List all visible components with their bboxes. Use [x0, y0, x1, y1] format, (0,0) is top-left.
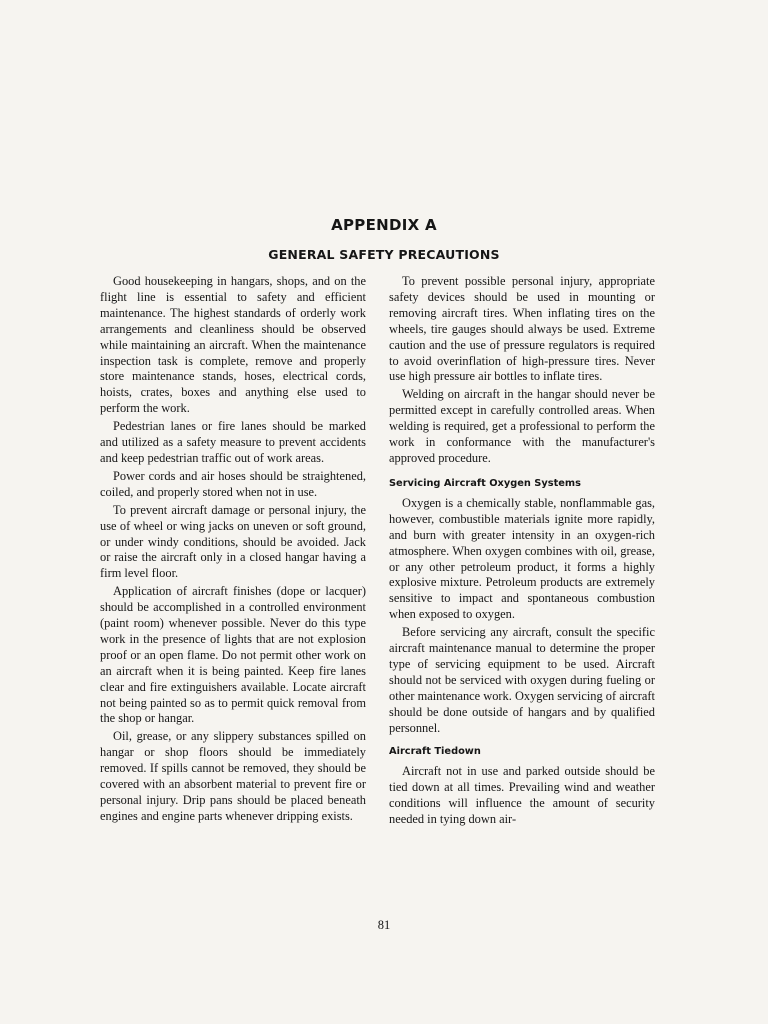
- paragraph-aircraft-damage: To prevent aircraft damage or personal injury, the use of wheel or wing jacks on uneven or soft ground, or under windy conditions, should be avoided. Jack or raise the aircraft only in a closed hangar having a firm level floor.: [100, 502, 366, 581]
- paragraph-tires: To prevent possible personal injury, appropriate safety devices should be used in mounting or removing aircraft tires. When inflating tires on the wheels, tire gauges should always be used. Extreme caution and the use of pressure regulators is required to avoid overinflation of high-pressure tires. Never use high pressure air bottles to inflate tires.: [389, 274, 655, 384]
- paragraph-pedestrian-lanes: Pedestrian lanes or fire lanes should be marked and utilized as a safety measure to prevent accidents and keep pedestrian traffic out of work areas.: [100, 419, 366, 465]
- paragraph-power-cords: Power cords and air hoses should be straightened, coiled, and properly stored when not in use.: [100, 468, 366, 499]
- heading-aircraft-tiedown: Aircraft Tiedown: [389, 746, 481, 758]
- paragraph-oxygen-properties: Oxygen is a chemically stable, nonflammable gas, however, combustible materials ignite more rapidly, and burn with greater intensity in an oxygen-rich atmosphere. When oxygen combines with oil, grease, or any other petroleum product, it forms a highly explosive mixture. Petroleum products are extremely sensitive to impact and spontaneous combustion when exposed to oxygen.: [389, 495, 655, 622]
- section-title: GENERAL SAFETY PRECAUTIONS: [268, 247, 500, 262]
- paragraph-spills: Oil, grease, or any slippery substances spilled on hangar or shop floors should be immediately removed. If spills cannot be removed, they should be covered with an absorbent material to prevent fire or personal injury. Drip pans should be placed beneath engines and engine parts whenever dripping exists.: [100, 729, 366, 823]
- paragraph-tiedown: Aircraft not in use and parked outside should be tied down at all times. Prevailing wind and weather conditions will influence the amount of security needed in tying down air-: [389, 764, 655, 827]
- heading-oxygen-systems: Servicing Aircraft Oxygen Systems: [389, 477, 581, 489]
- paragraph-welding: Welding on aircraft in the hangar should never be permitted except in carefully controlled areas. When welding is required, get a professional to perform the work in conformance with the manufacturer's approved procedure.: [389, 387, 655, 465]
- page-number: 81: [377, 918, 391, 932]
- appendix-title: APPENDIX A: [331, 216, 437, 234]
- paragraph-oxygen-servicing: Before servicing any aircraft, consult the specific aircraft maintenance manual to determine the proper type of servicing equipment to be used. Aircraft should not be serviced with oxygen during fueling or other maintenance work. Oxygen servicing of aircraft should be done outside of hangars and by qualified personnel.: [389, 625, 655, 735]
- paragraph-aircraft-finishes: Application of aircraft finishes (dope or lacquer) should be accomplished in a controlled environment (paint room) whenever possible. Never do this type work in the presence of lights that are not explosion proof or an open flame. Do not permit other work on an aircraft when it is being painted. Keep fire lanes clear and fire extinguishers available. Locate aircraft not being painted so as to permit quick removal from the shop or hangar.: [100, 584, 366, 726]
- left-column: [100, 274, 366, 827]
- right-column: [389, 274, 655, 830]
- paragraph-housekeeping: Good housekeeping in hangars, shops, and on the flight line is essential to safety and efficient maintenance. The highest standards of orderly work arrangements and cleanliness should be observed while maintaining an aircraft. When the maintenance inspection task is complete, remove and properly store maintenance stands, hoses, electrical cords, hoists, crates, boxes and anything else used to perform the work.: [100, 274, 366, 416]
